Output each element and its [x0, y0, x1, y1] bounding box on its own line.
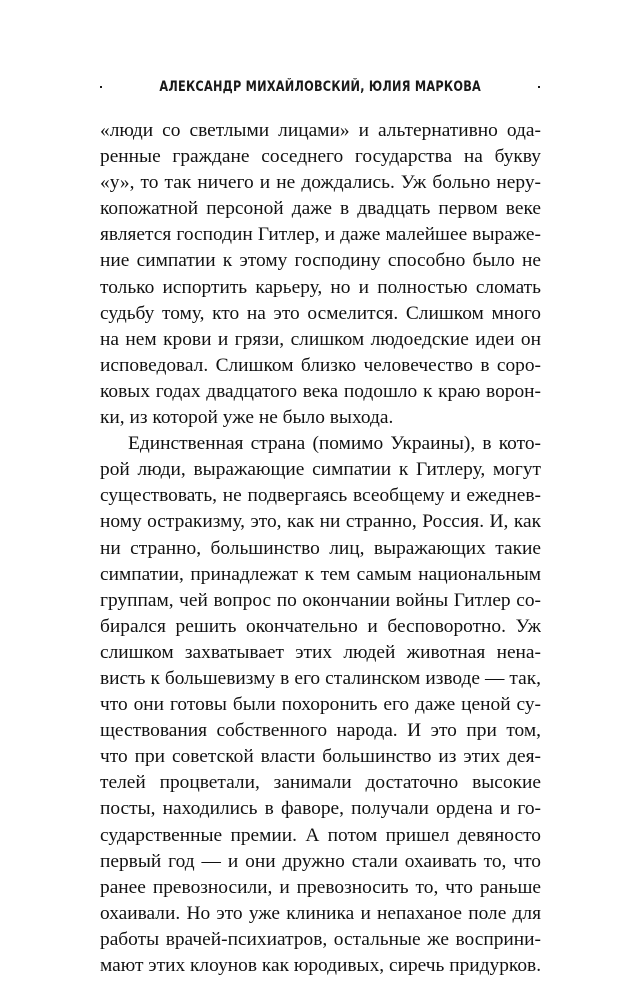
- text-line: судьбу тому, кто на это осмелится. Слишком много: [100, 302, 541, 324]
- text-line: является господин Гитлер, и даже малейшее выраже-: [100, 224, 541, 246]
- text-line: только испортить карьеру, но и полностью сломать: [100, 276, 541, 298]
- text-line: что они готовы были похоронить его даже ценой су-: [100, 694, 541, 716]
- text-line: ренные граждане соседнего государства на букву: [100, 146, 541, 168]
- text-line: сударственные премии. А потом пришел девяносто: [100, 824, 541, 846]
- text-line: ки, из которой уже не было выхода.: [100, 407, 394, 429]
- text-line: копожатной персоной даже в двадцать первом веке: [100, 198, 541, 220]
- text-line: что при советской власти большинство из этих дея-: [100, 746, 541, 768]
- text-line: ществования собственного народа. И это при том,: [100, 720, 541, 742]
- text-line: телей процветали, занимали достаточно высокие: [100, 772, 541, 794]
- paragraph-2: [100, 431, 541, 979]
- text-line: висть к большевизму в его сталинском изводе — так,: [100, 667, 541, 689]
- paragraph-1: [100, 118, 541, 431]
- text-line: мают этих клоунов как юродивых, сиречь придурков.: [100, 955, 541, 976]
- text-line: рой люди, выражающие симпатии к Гитлеру, могут: [100, 459, 541, 481]
- text-line: первый год — и они дружно стали охаивать то, что: [100, 850, 541, 872]
- header-rule-right: [538, 86, 540, 88]
- text-line: исповедовал. Слишком близко человечество в соро-: [100, 354, 541, 376]
- running-title: АЛЕКСАНДР МИХАЙЛОВСКИЙ, ЮЛИЯ МАРКОВА: [159, 79, 481, 95]
- text-line: посты, находились в фаворе, получали ордена и го-: [100, 798, 541, 820]
- text-line: симпатии, принадлежат к тем самым национальным: [100, 563, 541, 585]
- text-line: на нем крови и грязи, слишком людоедские идеи он: [100, 328, 541, 350]
- text-line: «люди со светлыми лицами» и альтернативно ода-: [100, 120, 541, 141]
- text-line: группам, чей вопрос по окончании войны Гитлер со-: [100, 589, 541, 611]
- text-line: ранее превозносили, и превозносить то, что раньше: [100, 876, 541, 898]
- text-line: Единственная страна (помимо Украины), в кото-: [128, 433, 541, 455]
- text-line: бирался решить окончательно и бесповоротно. Уж: [100, 615, 541, 637]
- text-line: ному остракизму, это, как ни странно, Россия. И, как: [100, 511, 541, 533]
- running-header: [100, 76, 540, 98]
- text-line: «у», то так ничего и не дождались. Уж больно неру-: [100, 172, 541, 194]
- text-line: работы врачей-психиатров, остальные же восприни-: [100, 928, 541, 950]
- text-line: ковых годах двадцатого века подошло к краю ворон-: [100, 380, 541, 402]
- text-line: охаивали. Но это уже клиника и непаханое поле для: [100, 902, 541, 924]
- text-line: существовать, не подвергаясь всеобщему и ежеднев-: [100, 485, 541, 507]
- text-line: ние симпатии к этому господину способно было не: [100, 250, 541, 272]
- body-text: [100, 118, 541, 979]
- text-line: слишком захватывает этих людей животная нена-: [100, 641, 541, 663]
- text-line: ни странно, большинство лиц, выражающих такие: [100, 537, 541, 559]
- header-rule-left: [100, 86, 102, 88]
